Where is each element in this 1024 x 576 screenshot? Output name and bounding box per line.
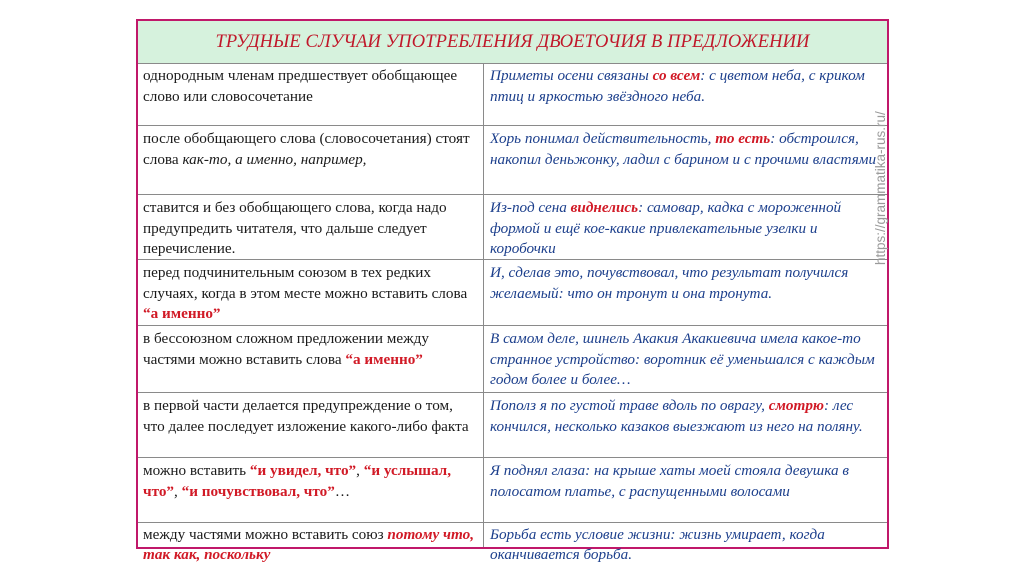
highlight-word: то есть: [715, 130, 771, 147]
table-row: [138, 523, 887, 563]
example-text: Из-под сена: [490, 199, 571, 216]
rule-cell: [138, 63, 484, 125]
example-cell: [484, 195, 887, 259]
rule-cell: [138, 523, 484, 563]
rule-text: ,: [174, 482, 182, 500]
example-text: : лес кончился, несколько казаков выезжают из него на поляну.: [490, 397, 863, 435]
example-cell: [484, 326, 887, 392]
rule-keywords: потому что, так как, поскольку: [143, 526, 474, 563]
rule-cell: [138, 195, 484, 259]
rule-text: между частями можно вставить союз: [143, 526, 388, 543]
table-row: [138, 326, 887, 393]
example-text: Хорь понимал действительность,: [490, 130, 716, 147]
highlight-word: виднелись: [570, 199, 639, 216]
watermark-url: https://grammatika-rus.ru/: [873, 111, 888, 265]
rule-cell: [138, 326, 484, 392]
example-text: Пополз я по густой траве вдоль по оврагу,: [490, 397, 769, 414]
table-row: [138, 195, 887, 260]
table-row: [138, 126, 887, 195]
rule-text: перед подчинительным союзом в тех редких случаях, когда в этом месте можно вставить слова: [143, 264, 468, 302]
example-text: : с цветом неба, с криком птиц и яркостью звёздного неба.: [490, 67, 865, 105]
example-cell: [484, 63, 887, 125]
rule-text: ,: [356, 462, 364, 479]
rule-keywords: как-то, а именно, например,: [182, 150, 367, 168]
rule-text: в бессоюзном сложном предложении между частями можно вставить слова: [143, 330, 429, 368]
rule-text: …: [334, 482, 351, 500]
rule-cell: [138, 126, 484, 194]
rule-keywords: “и увидел, что”: [249, 462, 357, 479]
table-row: [138, 63, 887, 126]
example-text: Я поднял глаза: на крыше хаты моей стояла девушка в полосатом платье, с распущенными волосами: [490, 462, 849, 500]
example-cell: [484, 523, 887, 563]
rule-text: можно вставить: [143, 462, 250, 479]
example-text: : самовар, кадка с мороженной формой и ещё кое-какие привлекательные узелки и коробочки: [490, 199, 842, 257]
example-text: Приметы осени связаны: [490, 67, 653, 84]
table-row: [138, 458, 887, 523]
table-row: [138, 393, 887, 458]
table-row: [138, 260, 887, 326]
rule-text: в первой части делается предупреждение о том, что далее последует изложение какого-либо факта: [143, 397, 469, 435]
rule-text: ставится и без обобщающего слова, когда надо предупредить читателя, что дальше следует перечисление.: [143, 199, 447, 257]
example-text: И, сделав это, почувствовал, что результат получился желаемый: что он тронут и она тронута.: [490, 264, 849, 302]
example-cell: [484, 393, 887, 457]
rule-cell: [138, 458, 484, 522]
table-title: ТРУДНЫЕ СЛУЧАИ УПОТРЕБЛЕНИЯ ДВОЕТОЧИЯ В ПРЕДЛОЖЕНИИ: [138, 21, 887, 64]
example-text: : обстроился, накопил деньжонку, ладил с барином и с прочими властями: [490, 130, 877, 168]
rule-keywords: “а именно”: [345, 350, 423, 368]
highlight-word: смотрю: [768, 397, 825, 414]
rule-text: однородным членам предшествует обобщающее слово или словосочетание: [143, 67, 458, 105]
rule-keywords: “и почувствовал, что”: [181, 482, 335, 500]
example-cell: [484, 126, 887, 194]
example-cell: [484, 260, 887, 325]
rule-cell: [138, 260, 484, 325]
example-text: В самом деле, шинель Акакия Акакиевича имела какое-то странное устройство: воротник её уменьшался с каждым годом более и более…: [490, 330, 875, 388]
rules-table: [136, 19, 889, 563]
example-cell: [484, 458, 887, 522]
rule-keywords: “а именно”: [143, 305, 221, 322]
rule-text: после обобщающего слова (словосочетания) стоят слова: [143, 130, 470, 168]
rule-keywords: “и услышал, что”: [143, 462, 451, 500]
rule-cell: [138, 393, 484, 457]
highlight-word: со всем: [652, 67, 701, 84]
example-text: Борьба есть условие жизни: жизнь умирает, когда оканчивается борьба.: [490, 526, 825, 563]
